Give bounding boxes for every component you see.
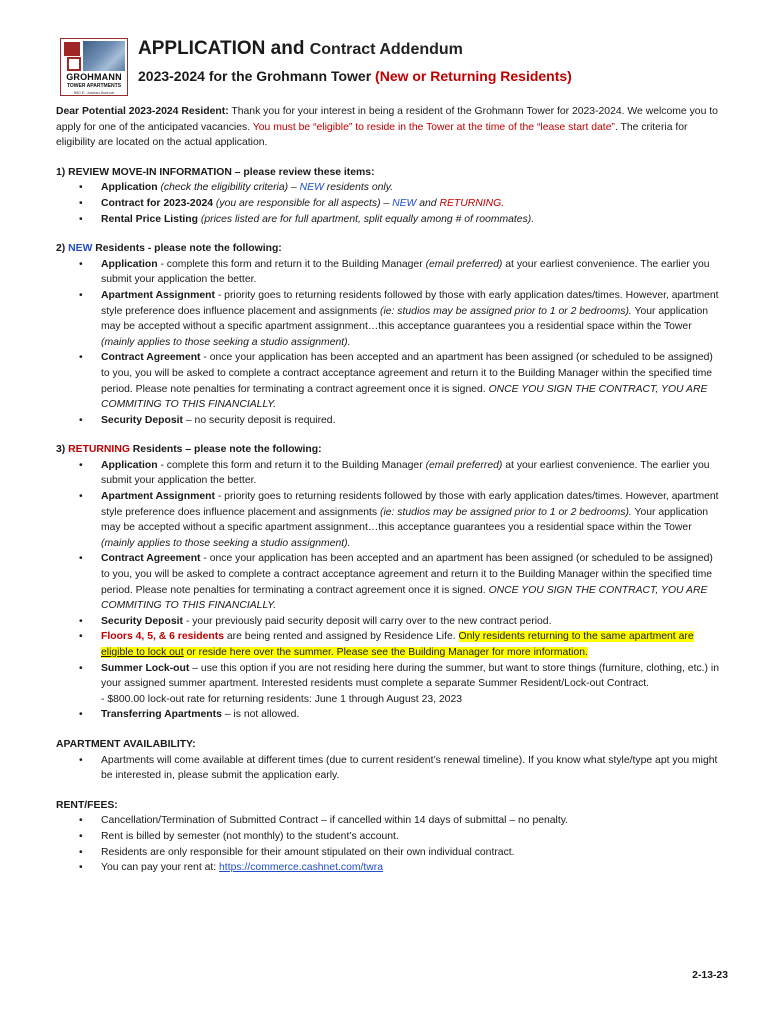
bullet-icon: • [79, 862, 83, 874]
item-note: (email preferred) [425, 459, 503, 471]
bullet-icon: • [79, 258, 83, 270]
returning-label: RETURNING. [439, 197, 505, 209]
item-note: ONCE YOU SIGN THE CONTRACT, YOU ARE COMMITING TO THIS FINANCIALLY. [101, 383, 708, 411]
list-item [79, 845, 724, 861]
section-new-residents [56, 241, 724, 428]
title-paren: (New or Returning Residents) [375, 68, 572, 84]
bullet-icon: • [79, 182, 83, 194]
item-note: (check the eligibility criteria) – [157, 182, 300, 194]
header [56, 34, 724, 96]
bullet-icon: • [79, 815, 83, 827]
list-item [79, 489, 724, 551]
section-heading-text: Residents – please note the following: [129, 444, 322, 456]
item-text: - priority goes to returning residents followed by those with early application dates/times. However, apartment style preference does influence placement and assignments [101, 289, 719, 317]
list-item [79, 829, 724, 845]
list-item [79, 614, 724, 630]
item-title: Contract for 2023-2024 [101, 197, 214, 209]
item-text: - priority goes to returning residents followed by those with early application dates/times. However, apartment style preference does influence placement and assignments [101, 491, 719, 518]
list-item [79, 212, 724, 228]
item-and: and [416, 197, 440, 209]
greeting: Dear Potential 2023-2024 Resident: [56, 106, 229, 117]
list-item [79, 661, 724, 708]
new-label: NEW [68, 243, 93, 255]
item-title: Contract Agreement [101, 352, 201, 364]
item-title: Application [101, 182, 158, 194]
bullet-icon: • [79, 459, 83, 471]
new-label: NEW [392, 197, 417, 209]
list-item [79, 707, 724, 723]
title-rest: Contract Addendum [309, 41, 463, 58]
new-label: NEW [299, 182, 324, 194]
list-item [79, 753, 724, 784]
logo-mark-outline-icon [67, 57, 81, 71]
eligibility-note: You must be “eligible” to reside in the Tower at the time of the “lease start date” [252, 121, 615, 133]
list-item [79, 813, 724, 829]
bullet-icon: • [79, 754, 83, 766]
document-date: 2-13-23 [692, 970, 728, 981]
section-availability [56, 737, 724, 784]
item-text: - once your application has been accepted and an apartment has been assigned (or scheduled to be assigned) to you, you will be asked to complete a contract acceptance agreement and return it to the Building Manager within the specified time period. Please note penalties for terminating a contract agreement once it is signed. [101, 553, 713, 596]
section-returning-residents [56, 442, 724, 723]
item-text: Rent is billed by semester (not monthly) to the student’s account. [101, 830, 399, 842]
list-item [79, 196, 724, 212]
bullet-icon: • [79, 709, 83, 721]
page-title [138, 38, 463, 60]
logo-name: GROHMANN [66, 72, 122, 82]
item-title: Summer Lock-out [101, 662, 190, 674]
returning-label: RETURNING [68, 444, 130, 456]
item-title: Application [101, 258, 158, 270]
item-note-end: (mainly applies to those seeking a studio assignment). [101, 537, 351, 549]
item-text: – is not allowed. [221, 709, 300, 721]
section-move-in-info [56, 165, 724, 227]
logo-mark-icon [64, 42, 80, 56]
item-title: Application [101, 459, 158, 471]
title-main: APPLICATION and [138, 38, 305, 59]
section-heading [56, 442, 724, 458]
item-text: - complete this form and return it to the Building Manager [157, 258, 426, 270]
item-title: Apartment Assignment [101, 491, 215, 503]
item-text: Residents are only responsible for their amount stipulated on their own individual contract. [101, 846, 515, 858]
tower-photo [83, 41, 125, 71]
logo-subtitle: TOWER APARTMENTS [66, 83, 122, 89]
item-title: Security Deposit [101, 615, 183, 627]
item-text-end: at your earliest convenience. The earlier you submit your application the better. [101, 258, 710, 286]
item-text: - complete this form and return it to the Building Manager [157, 459, 426, 471]
payment-link[interactable]: https://commerce.cashnet.com/twra [219, 862, 384, 874]
section-heading: RENT/FEES: [56, 799, 118, 811]
bullet-icon: • [79, 352, 83, 364]
title-year: 2023-2024 for [138, 68, 228, 84]
title-building: the Grohmann Tower [231, 68, 372, 84]
list-item [79, 458, 724, 489]
item-text: – use this option if you are not residing here during the summer, but want to store things (furniture, clothing, etc.) in your assigned summer apartment. Interested residents must complete a separate Summer Resident/Lock-out Contract. [101, 662, 719, 690]
item-text-cont: Your application may be accepted without a specific apartment assignment…this acceptance guarantees you a residential space within the Tower [101, 506, 709, 534]
item-text-end: at your earliest convenience. The earlier you submit your application the better. [101, 459, 710, 487]
section-heading: APARTMENT AVAILABILITY: [56, 738, 196, 750]
bullet-icon: • [79, 414, 83, 426]
item-note: (ie: studios may be assigned prior to 1 or 2 bedrooms). [379, 506, 632, 518]
lockout-rate: - $800.00 lock-out rate for returning residents: June 1 through August 23, 2023 [101, 693, 463, 705]
item-text: - your previously paid security deposit will carry over to the new contract period. [183, 615, 552, 627]
list-item [79, 350, 724, 412]
list-item [79, 551, 724, 613]
bullet-icon: • [79, 631, 83, 643]
bullet-icon: • [79, 830, 83, 842]
intro-text: Thank you for your interest in being a resident of the Grohmann Tower for 2023-2024. We welcome you to apply for one of the anticipated vacancies. [56, 106, 718, 133]
item-text-cont: Your application may be accepted without a specific apartment assignment…this acceptance guarantees you a residential space within the Tower [101, 305, 709, 333]
section-heading: 1) REVIEW MOVE-IN INFORMATION – please review these items: [56, 166, 375, 178]
item-title: Floors 4, 5, & 6 residents [101, 631, 224, 643]
bullet-icon: • [79, 846, 83, 858]
section-number: 3) [56, 444, 69, 456]
item-title: Rental Price Listing [101, 213, 199, 225]
document-page [56, 34, 728, 981]
item-text: - once your application has been accepted and an apartment has been assigned (or scheduled to be assigned) to you, you will be asked to complete a contract acceptance agreement and return it to the Building Manager within the specified time period. Please note penalties for terminating a contract agreement once it is signed. [101, 352, 713, 395]
bullet-icon: • [79, 197, 83, 209]
bullet-icon: • [79, 213, 83, 225]
item-text: Apartments will come available at different times (due to current resident’s renewal timeline). If you know what style/type apt you might be interested in, please submit the application early. [101, 754, 718, 782]
logo-address: 550 E. Juneau Avenue [73, 90, 115, 95]
list-item [79, 629, 724, 660]
section-rent-fees [56, 798, 724, 876]
item-title: Contract Agreement [101, 553, 201, 565]
highlighted-text: Only residents returning to the same apartment are [458, 631, 694, 643]
item-text: are being rented and assigned by Residence Life. [224, 631, 459, 643]
bullet-icon: • [79, 491, 83, 503]
item-note: (email preferred) [425, 258, 503, 270]
item-title: Transferring Apartments [101, 709, 222, 721]
list-item [79, 180, 724, 196]
list-item [79, 860, 724, 876]
item-note: (ie: studios may be assigned prior to 1 or 2 bedrooms). [379, 305, 632, 317]
bullet-icon: • [79, 662, 83, 674]
bullet-icon: • [79, 615, 83, 627]
item-text: – no security deposit is required. [183, 414, 336, 426]
item-text: Cancellation/Termination of Submitted Contract – if cancelled within 14 days of submittal – no penalty. [101, 815, 569, 827]
highlighted-text-end: or reside here over the summer. Please see the Building Manager for more information. [183, 647, 588, 658]
list-item [79, 288, 724, 350]
item-text: You can pay your rent at: [101, 862, 220, 874]
item-note: (prices listed are for full apartment, split equally among # of roommates). [198, 213, 535, 225]
page-subtitle [138, 68, 572, 84]
section-heading-text: Residents - please note the following: [92, 243, 282, 255]
item-title: Apartment Assignment [101, 289, 215, 301]
grohmann-logo [60, 38, 128, 96]
bullet-icon: • [79, 553, 83, 565]
list-item [79, 413, 724, 429]
bullet-icon: • [79, 289, 83, 301]
item-note-end: residents only. [323, 182, 394, 194]
item-note-end: (mainly applies to those seeking a studio assignment). [101, 336, 351, 348]
intro-paragraph [56, 104, 724, 151]
item-title: Security Deposit [101, 414, 183, 426]
list-item [79, 257, 724, 288]
section-number: 2) [56, 243, 69, 255]
highlighted-underlined-text: eligible to lock out [101, 647, 184, 658]
intro-text-end: . The criteria for eligibility are located on the actual application. [56, 121, 688, 149]
item-note: ONCE YOU SIGN THE CONTRACT, YOU ARE COMMITING TO THIS FINANCIALLY. [101, 584, 708, 612]
item-note: (you are responsible for all aspects) – [213, 197, 393, 209]
section-heading [56, 241, 724, 257]
